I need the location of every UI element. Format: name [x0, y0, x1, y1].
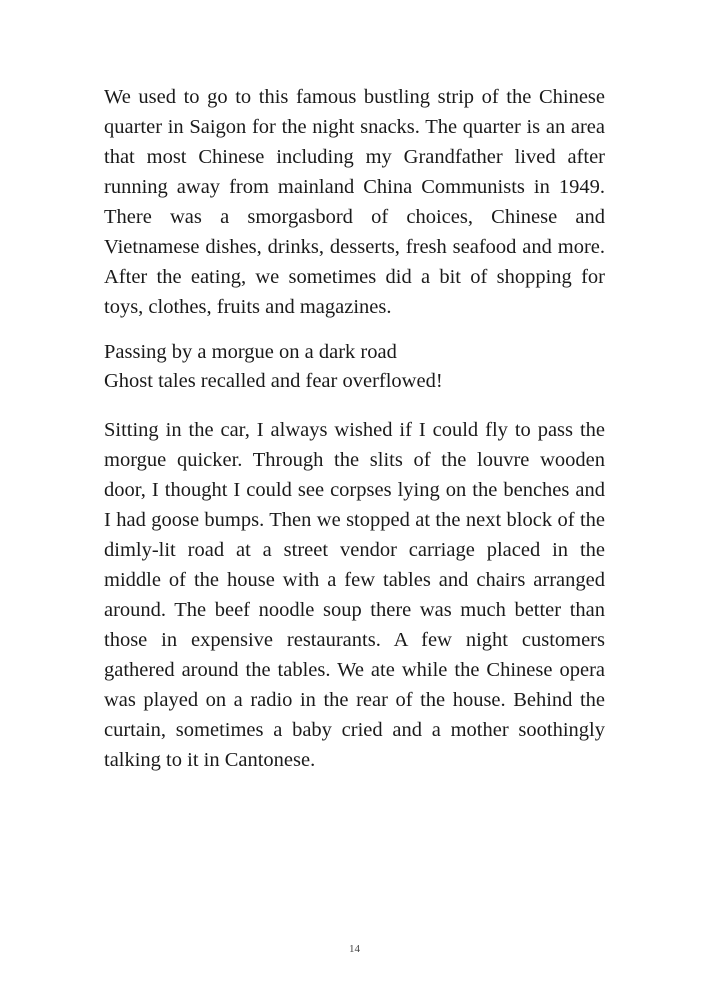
- page-number: 14: [349, 943, 360, 955]
- poem-couplet: [104, 338, 605, 396]
- paragraph-night-snacks: We used to go to this famous bustling strip of the Chinese quarter in Saigon for the night snacks. The quarter is an area that most Chinese including my Grandfather lived after running away from mainland China Communists in 1949. There was a smorgasbord of choices, Chinese and Vietnamese dishes, drinks, desserts, fresh seafood and more. After the eating, we sometimes did a bit of shopping for toys, clothes, fruits and magazines.: [104, 86, 605, 318]
- poem-line-2: Ghost tales recalled and fear overflowed!: [104, 370, 443, 392]
- page-body: [104, 82, 605, 775]
- paragraph-morgue: Sitting in the car, I always wished if I could fly to pass the morgue quicker. Through the slits of the louvre wooden door, I thought I could see corpses lying on the benches and I had goose bumps. Then we stopped at the next block of the dimly-lit road at a street vendor carriage placed in the middle of the house with a few tables and chairs arranged around. The beef noodle soup there was much better than those in expensive restaurants. A few night customers gathered around the tables. We ate while the Chinese opera was played on a radio in the rear of the house. Behind the curtain, sometimes a baby cried and a mother soothingly talking to it in Cantonese.: [104, 419, 605, 771]
- poem-line-1: Passing by a morgue on a dark road: [104, 341, 397, 363]
